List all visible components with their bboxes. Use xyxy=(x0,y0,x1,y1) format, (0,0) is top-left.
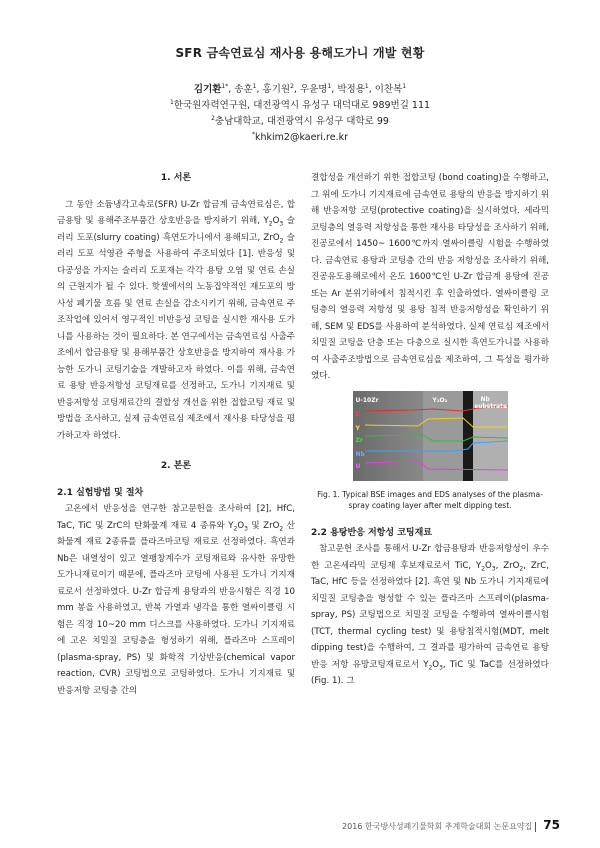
label-u10zr: U-10Zr xyxy=(355,396,379,404)
nb-profile xyxy=(365,441,508,451)
author-name: 송훈 xyxy=(234,84,253,95)
label-c: C xyxy=(355,410,360,418)
paper-title: SFR 금속연료심 재사용 용해도가니 개발 현황 xyxy=(175,46,425,60)
label-nb: Nb xyxy=(480,395,490,403)
author-line: 김기환$^{1*}$, 송훈$^1$, 홍기원$^2$, 우윤명$^1$, 박정용$^1$, 이찬복$^1$ xyxy=(193,82,407,95)
affiliation-1: $^1$한국원자력연구원, 대전광역시 유성구 대덕대로 989번길 111 xyxy=(169,98,431,111)
materials-paragraph: 참고문헌 조사를 통해서 U-Zr 합금용탕과 반응저항성이 우수한 고온세라믹 코팅재 후보재료로서 TiC, $Y_2O_3$, ZrO$_2$, ZrC, TaC, HfC 등을 선정하였다 [2]. 흑연 및 Nb 도가니 기지재료에 치밀질 코팅층을 형성할 수 있는 플라즈마 스프레이(plasma-spray, PS) 코팅법으로 치밀질 코팅을 수행하여 열싸이클시험(TCT, thermal cycling test) 및 용탕침적시험(MDT, melt dipping test)을 수행하여, 그 결과를 평가하여 금속연료 용탕반응 저항 유망코팅재료로서 $Y_2O_3$, TiC 및 TaC를 선정하였다 (Fig. 1). 그 xyxy=(311,544,549,686)
figure-caption: Fig. 1. Typical BSE images and EDS analyses of the plasma-spray coating layer after melt dipping test. xyxy=(317,489,543,510)
left-column xyxy=(57,170,295,699)
page-number: 75 xyxy=(543,818,560,832)
section-heading: 1. 서론 xyxy=(160,173,192,183)
zr-profile xyxy=(365,435,508,441)
author-name: 홍기원 xyxy=(262,84,291,95)
y-profile xyxy=(365,418,508,427)
methods-paragraph: 고온에서 반응성을 연구한 참고문헌을 조사하여 [2], HfC, TaC, TiC 및 ZrC의 탄화물계 재료 4 종류와 $Y_2O_3$ 및 ZrO$_2$ 산화물계 재료 2종류를 플라즈마코팅 재료로 선정하였다. 흑연과 Nb은 내열성이 있고 열팽창계수가 코팅재료와 유사한 유망한 도가니재료이기 때문에, 플라즈마 코팅에 사용된 도가니 기지재료로서 선정하였다. U-Zr 합금계 용탕과의 반응시험은 직경 10 mm 봉을 사용하였고, 반복 가열과 냉각을 통한 열싸이클링 시험은 직경 10~20 mm 디스크를 사용하였다. 도가니 기지재료에 고온 치밀질 코팅층을 형성하기 위해, 플라즈마 스프레이(plasma-spray, PS) 및 화학적 기상반응(chemical vapor reaction, CVR) 코팅법으로 코팅하였다. 도가니 기지재료 및 반응저항 코팅층 간의 xyxy=(57,504,295,696)
email: *khkim2@kaeri.re.kr xyxy=(252,130,348,143)
label-y2o3: Y₂O₃ xyxy=(432,396,448,404)
page-footer xyxy=(342,818,560,832)
u-profile xyxy=(365,461,508,470)
label-u: U xyxy=(355,462,361,470)
figure-bse-eds xyxy=(353,391,508,481)
label-zr: Zr xyxy=(355,436,363,444)
intro-paragraph: 그 동안 소듐냉각고속로(SFR) U-Zr 합금계 금속연료심은, 합금용탕 및 용해주조부품간 상호반응을 방지하기 위해, $Y_2O_3$ 슬러리 도포(slurry coating) 흑연도가니에서 용해되고, ZrO$_2$ 슬러리 도포 석영관 주형을 사용하여 주조되었다 [1]. 반응성 및 다공성을 가지는 슬러리 도포재는 각각 용탕 오염 및 연료 손실의 근원지가 될 수 있다. 핫셀에서의 노동집약적인 재도포의 방사성 폐기물 흐름 및 연료 손실을 감소시키기 위해, 금속연료 주조작업에 있어서 영구적인 비반응성 코팅을 실시한 재사용 도가니를 사용하는 것이 필요하다. 본 연구에서는 금속연료심 사출주조에서 합금용탕 및 용해부품간 상호반응을 방지하여 재사용 가능한 도가니 코팅기술을 개발하고자 하였다. 이를 위해, 금속연료 용탕 반응저항성 코팅재료를 선정하고, 도가니 기지재료 및 반응저항성 코팅재료간의 결합성 개선을 위한 접합코팅 재료 및 방법을 조사하고, 실제 금속연료심 제조에서 재사용 타당성을 평가하고자 하였다. xyxy=(57,199,295,441)
subsection-heading: 2.2 용탕반응 저항성 코팅재료 xyxy=(311,527,432,538)
footer-text: 2016 한국방사성폐기물학회 추계학술대회 논문요약집 xyxy=(342,822,533,831)
label-y: Y xyxy=(355,424,360,432)
section-heading: 2. 본론 xyxy=(160,461,192,471)
author-block xyxy=(0,82,600,146)
author-name: 우윤명 xyxy=(299,84,328,95)
right-column xyxy=(311,170,549,690)
methods-continued: 결합성을 개선하기 위한 접합코팅 (bond coating)을 수행하고, 그 위에 도가니 기지재료에 금속연료 용탕의 반응을 방지하기 위해 반응저항 코팅(protective coating)을 실시하였다. 세라믹 코팅층의 열응력 저항성을 통한 재사용 타당성을 조사하기 위해, 진공로에서 1450~ 1600℃까지 열싸이클링 시험을 수행하였다. 금속연료 용탕과 코팅층 간의 반응 저항성을 조사하기 위해, 진공유도용해로에서 온도 1600℃인 U-Zr 합금계 용탕에 진공 또는 Ar 분위기하에서 침적시킨 후 인출하였다. 열싸이클링 코팅층의 열응력 저항성 및 용탕 침적 반응저항성을 확인하기 위해, SEM 및 EDS를 사용하여 분석하였다. 실제 연료심 제조에서 치밀질 코팅을 단층 또는 다층으로 실시한 흑연도가니를 사용하여 사출주조방법으로 금속연료심을 제조하여, 그 특성을 평가하였다. xyxy=(311,173,549,381)
author-name: 이찬복 xyxy=(374,84,403,95)
author-name: 박정용 xyxy=(337,84,365,95)
affiliation-2: $^2$충남대학교, 대전광역시 유성구 대학로 99 xyxy=(211,114,389,127)
label-nb-element: Nb xyxy=(355,450,365,458)
subsection-heading: 2.1 실험방법 및 절차 xyxy=(57,487,144,498)
author-name: 김기환 xyxy=(193,84,222,95)
label-substrate: substrate xyxy=(474,402,508,410)
